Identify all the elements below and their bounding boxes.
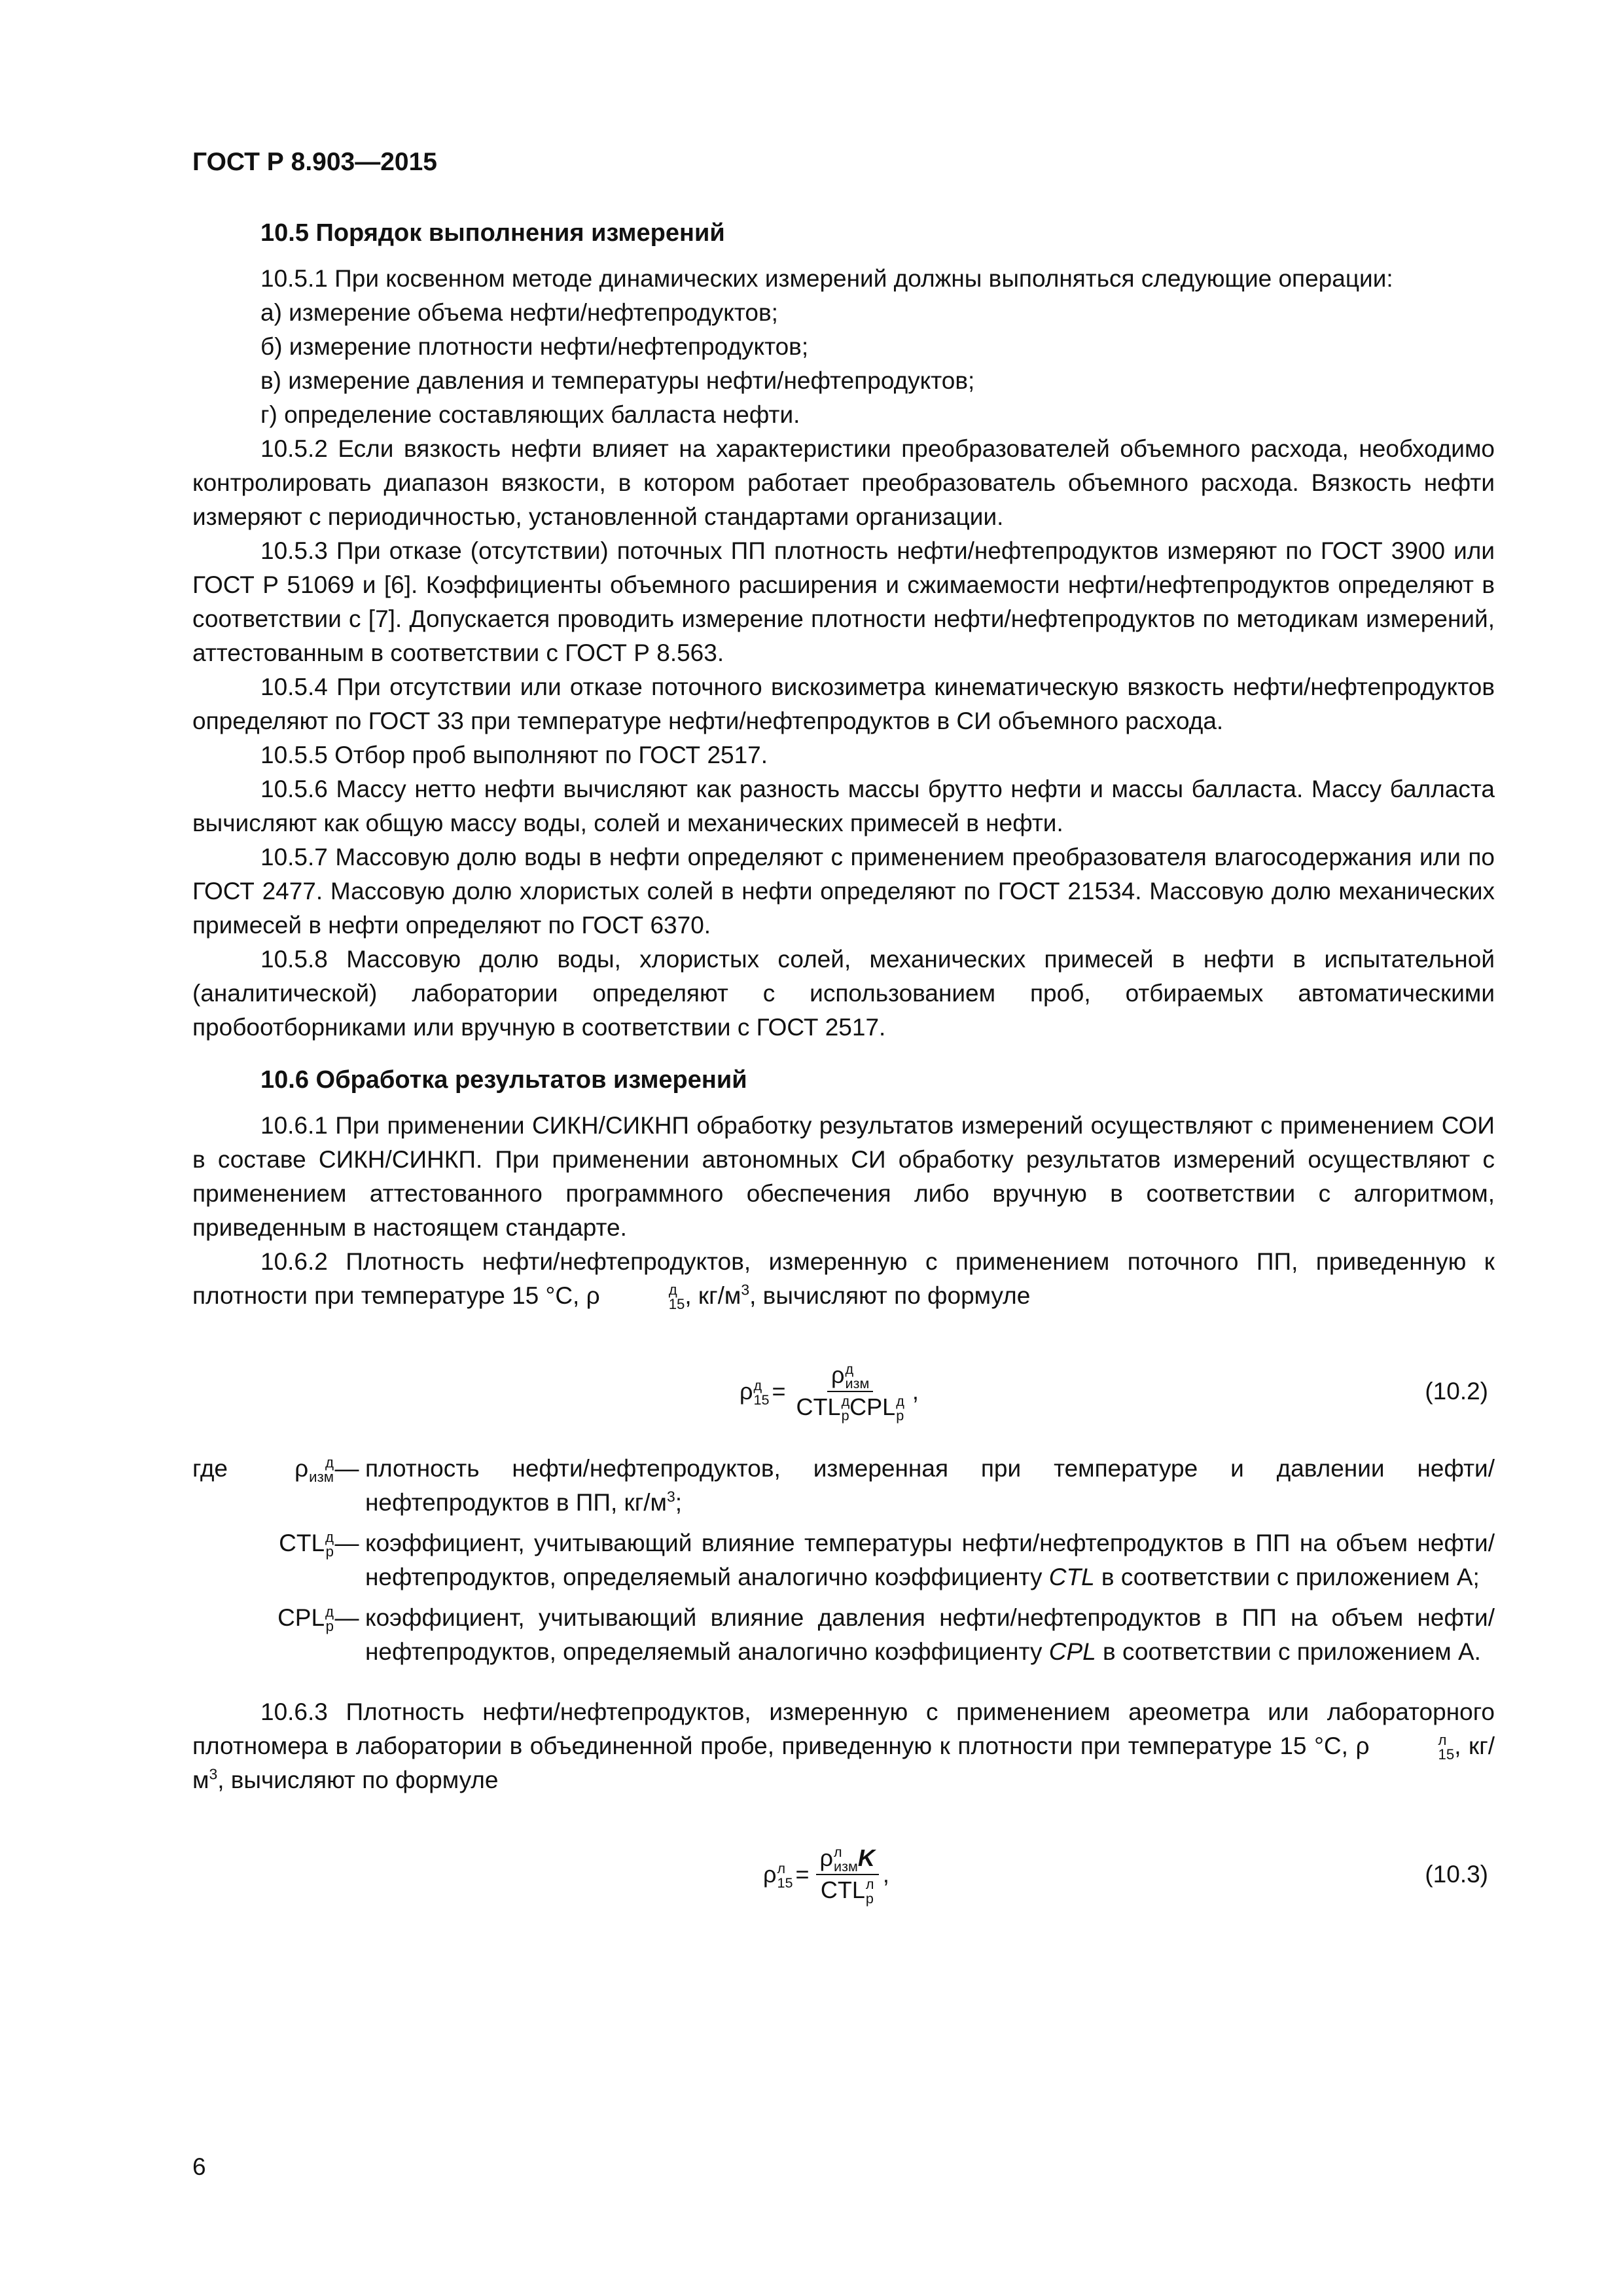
- list-item: г) определение составляющих балласта нефти.: [260, 401, 800, 428]
- dash: —: [334, 1530, 359, 1556]
- document-header: ГОСТ Р 8.903—2015: [192, 148, 437, 176]
- where-definition: [360, 1452, 1495, 1520]
- lhs-rho-d-15: [740, 1374, 770, 1408]
- symbol-rho-d-15: [586, 1282, 685, 1313]
- sup-d: д: [753, 1377, 762, 1394]
- sup-l: л: [834, 1844, 842, 1860]
- def-text: коэффициент, учитывающий влияние давления нефти/нефтепродуктов в ПП на объем нефти/нефтепродуктов, определяемый аналогично коэффициенту: [365, 1604, 1495, 1665]
- formula-body: [763, 1835, 889, 1914]
- sup-sub: [866, 1877, 874, 1906]
- fraction: [816, 1843, 879, 1907]
- equals-sign: =: [795, 1861, 810, 1888]
- paragraph-10-5-4: 10.5.4 При отсутствии или отказе поточного вискозиметра кинематическую вязкость нефти/нефтепродуктов определяют по ГОСТ 33 при температуре нефти/нефтепродуктов в СИ объемного расхода.: [192, 673, 1495, 734]
- sup-d: д: [325, 1529, 334, 1546]
- sup-d: д: [841, 1393, 850, 1410]
- sup-d: д: [325, 1604, 334, 1621]
- paragraph-10-6-1: 10.6.1 При применении СИКН/СИКНП обработку результатов измерений осуществляют с применением СОИ в составе СИКН/СИНКП. При применении автономных СИ обработку результатов измерений осуществляют с применением аттестованного программного обеспечения либо вручную в соответствии с алгоритмом, приведенным в настоящем стандарте.: [192, 1112, 1495, 1241]
- paragraph-10-5-7: 10.5.7 Массовую долю воды в нефти определяют с применением преобразователя влагосодержания или по ГОСТ 2477. Массовую долю хлористых солей в нефти определяют по ГОСТ 21534. Массовую долю механических примесей в нефти определяют по ГОСТ 6370.: [192, 844, 1495, 939]
- sup-sub: [846, 1362, 870, 1391]
- sup-sub: [753, 1378, 769, 1407]
- sub-izm: изм: [834, 1858, 858, 1874]
- k-char: K: [857, 1844, 875, 1871]
- ctl-char: CTL: [796, 1393, 841, 1420]
- page-content: [192, 216, 1495, 1914]
- text-run: , кг/м: [685, 1282, 741, 1309]
- text-run: 10.6.2 Плотность нефти/нефтепродуктов, измеренную с применением поточного ПП, приведенную к плотности при температуре 15 °С,: [192, 1248, 1495, 1309]
- ctl-char: CTL: [279, 1530, 325, 1556]
- def-text: в соответствии с приложением А;: [1094, 1564, 1480, 1590]
- paragraph-10-5-2: 10.5.2 Если вязкость нефти влияет на характеристики преобразователей объемного расхода, необходимо контролировать диапазон вязкости, в котором работает преобразователь объемного расхода. Вязкость нефти измеряют с периодичностью, установленной стандартами организации.: [192, 435, 1495, 530]
- paragraph-10-5-8: 10.5.8 Массовую долю воды, хлористых солей, механических примесей в нефти в испытательной (аналитической) лаборатории определяют с использованием проб, отбираемых автоматическими пробоотборниками или вручную в соответствии с ГОСТ 2517.: [192, 946, 1495, 1041]
- numerator: [827, 1360, 873, 1392]
- sup-l: л: [1438, 1732, 1447, 1749]
- def-code: CPL: [1048, 1638, 1096, 1665]
- paragraph-10-6-2: [192, 1245, 1495, 1313]
- rho-char: ρ: [1355, 1732, 1370, 1759]
- ctl-char: CTL: [820, 1876, 865, 1903]
- comma: ,: [912, 1378, 919, 1405]
- text-run: , кг/м: [192, 1732, 1495, 1793]
- dash: —: [334, 1604, 359, 1631]
- sup-sub: [309, 1456, 334, 1484]
- where-definition: [360, 1601, 1495, 1669]
- sup-l: л: [865, 1876, 874, 1893]
- equation-number: (10.3): [1425, 1861, 1488, 1888]
- sup-l: л: [777, 1860, 786, 1877]
- rho-char: ρ: [763, 1861, 777, 1888]
- where-block: [192, 1452, 1495, 1669]
- def-text: ;: [675, 1489, 682, 1516]
- cube-sup: 3: [666, 1488, 675, 1505]
- sup-sub: [834, 1845, 858, 1874]
- def-code: CTL: [1048, 1564, 1095, 1590]
- page-number: 6: [192, 2153, 206, 2180]
- sup-sub: [325, 1530, 334, 1559]
- comma: ,: [882, 1861, 889, 1888]
- paragraph-10-5-3: 10.5.3 При отказе (отсутствии) поточных ПП плотность нефти/нефтепродуктов измеряют по ГОСТ 3900 или ГОСТ Р 51069 и [6]. Коэффициенты объемного расширения и сжимаемости нефти/нефтепродуктов определяют в соответствии с [7]. Допускается проводить измерение плотности нефти/нефтепродуктов по методикам измерений, аттестованным в соответствии с ГОСТ Р 8.563.: [192, 537, 1495, 666]
- section-title-10-5: 10.5 Порядок выполнения измерений: [260, 219, 725, 247]
- where-row-rho: [192, 1452, 1495, 1520]
- sub-p: р: [325, 1618, 334, 1635]
- sub-15: 15: [753, 1391, 770, 1408]
- text-run: 10.6.3 Плотность нефти/нефтепродуктов, измеренную с применением ареометра или лабораторного плотномера в лаборатории в объединенной пробе, приведенную к плотности при температуре 15 °С,: [192, 1698, 1495, 1759]
- cube-sup: 3: [209, 1765, 218, 1783]
- list-item: а) измерение объема нефти/нефтепродуктов;: [260, 299, 778, 326]
- sup-sub: [325, 1605, 334, 1634]
- sup-d: д: [896, 1393, 904, 1410]
- formula-10-2: [192, 1352, 1495, 1431]
- rho-char: ρ: [294, 1455, 309, 1482]
- paragraph-10-6-3: [192, 1695, 1495, 1797]
- cpl-char: CPL: [277, 1604, 325, 1631]
- cube-sup: 3: [741, 1281, 750, 1299]
- lhs-rho-l-15: [763, 1857, 793, 1892]
- sub-15: 15: [777, 1874, 793, 1892]
- sup-sub: [777, 1861, 793, 1890]
- paragraph-10-5-5: 10.5.5 Отбор проб выполняют по ГОСТ 2517.: [260, 742, 768, 768]
- def-text: коэффициент, учитывающий влияние температуры нефти/нефтепродуктов в ПП на объем нефти/нефтепродуктов, определяемый аналогично коэффициенту: [365, 1530, 1495, 1590]
- sub-p: р: [841, 1407, 849, 1424]
- where-definition: [360, 1526, 1495, 1594]
- rho-char: ρ: [586, 1282, 600, 1309]
- rho-char: ρ: [819, 1844, 834, 1871]
- text-run: , вычисляют по формуле: [749, 1282, 1031, 1309]
- numerator: [816, 1843, 879, 1875]
- text-run: , вычисляют по формуле: [217, 1767, 499, 1793]
- dash: —: [334, 1455, 359, 1482]
- sup-sub: [896, 1394, 904, 1423]
- where-symbol: [192, 1526, 334, 1594]
- sub-p: р: [325, 1543, 334, 1560]
- where-row-ctl: [192, 1526, 1495, 1594]
- rho-char: ρ: [831, 1361, 845, 1388]
- fraction: [793, 1360, 908, 1424]
- paragraph-10-5-6: 10.5.6 Массу нетто нефти вычисляют как разность массы брутто нефти и массы балласта. Массу балласта вычисляют как общую массу воды, солей и механических примесей в нефти.: [192, 776, 1495, 836]
- where-row-cpl: [192, 1601, 1495, 1669]
- list-item: в) измерение давления и температуры нефти/нефтепродуктов;: [260, 367, 975, 394]
- sub-izm: изм: [309, 1469, 334, 1486]
- sub-p: р: [865, 1890, 874, 1907]
- denominator: [817, 1875, 878, 1906]
- denominator: [793, 1392, 908, 1423]
- sub-15: 15: [668, 1296, 685, 1313]
- sup-d: д: [845, 1361, 854, 1377]
- sup-d: д: [668, 1282, 677, 1299]
- where-label: где: [192, 1455, 228, 1482]
- rho-char: ρ: [740, 1378, 753, 1405]
- sup-sub: [601, 1283, 685, 1312]
- list-item: б) измерение плотности нефти/нефтепродуктов;: [260, 333, 809, 360]
- sup-d: д: [325, 1454, 334, 1471]
- equals-sign: =: [772, 1378, 786, 1405]
- sup-sub: [842, 1394, 850, 1423]
- equation-number: (10.2): [1425, 1378, 1488, 1405]
- section-title-10-6: 10.6 Обработка результатов измерений: [260, 1066, 747, 1094]
- cpl-char: CPL: [849, 1393, 896, 1420]
- symbol-rho-l-15: [1355, 1732, 1455, 1763]
- def-text: в соответствии с приложением А.: [1096, 1638, 1481, 1665]
- sub-15: 15: [1438, 1746, 1455, 1763]
- where-symbol: [192, 1601, 334, 1669]
- sup-sub: [1370, 1733, 1455, 1762]
- formula-10-3: [192, 1835, 1495, 1914]
- sub-izm: изм: [845, 1375, 870, 1391]
- sub-p: р: [896, 1407, 904, 1424]
- formula-body: [740, 1352, 919, 1431]
- def-text: плотность нефти/нефтепродуктов, измеренная при температуре и давлении нефти/нефтепродуктов в ПП, кг/м: [365, 1455, 1495, 1516]
- paragraph-10-5-1: 10.5.1 При косвенном методе динамических измерений должны выполняться следующие операции:: [260, 265, 1393, 292]
